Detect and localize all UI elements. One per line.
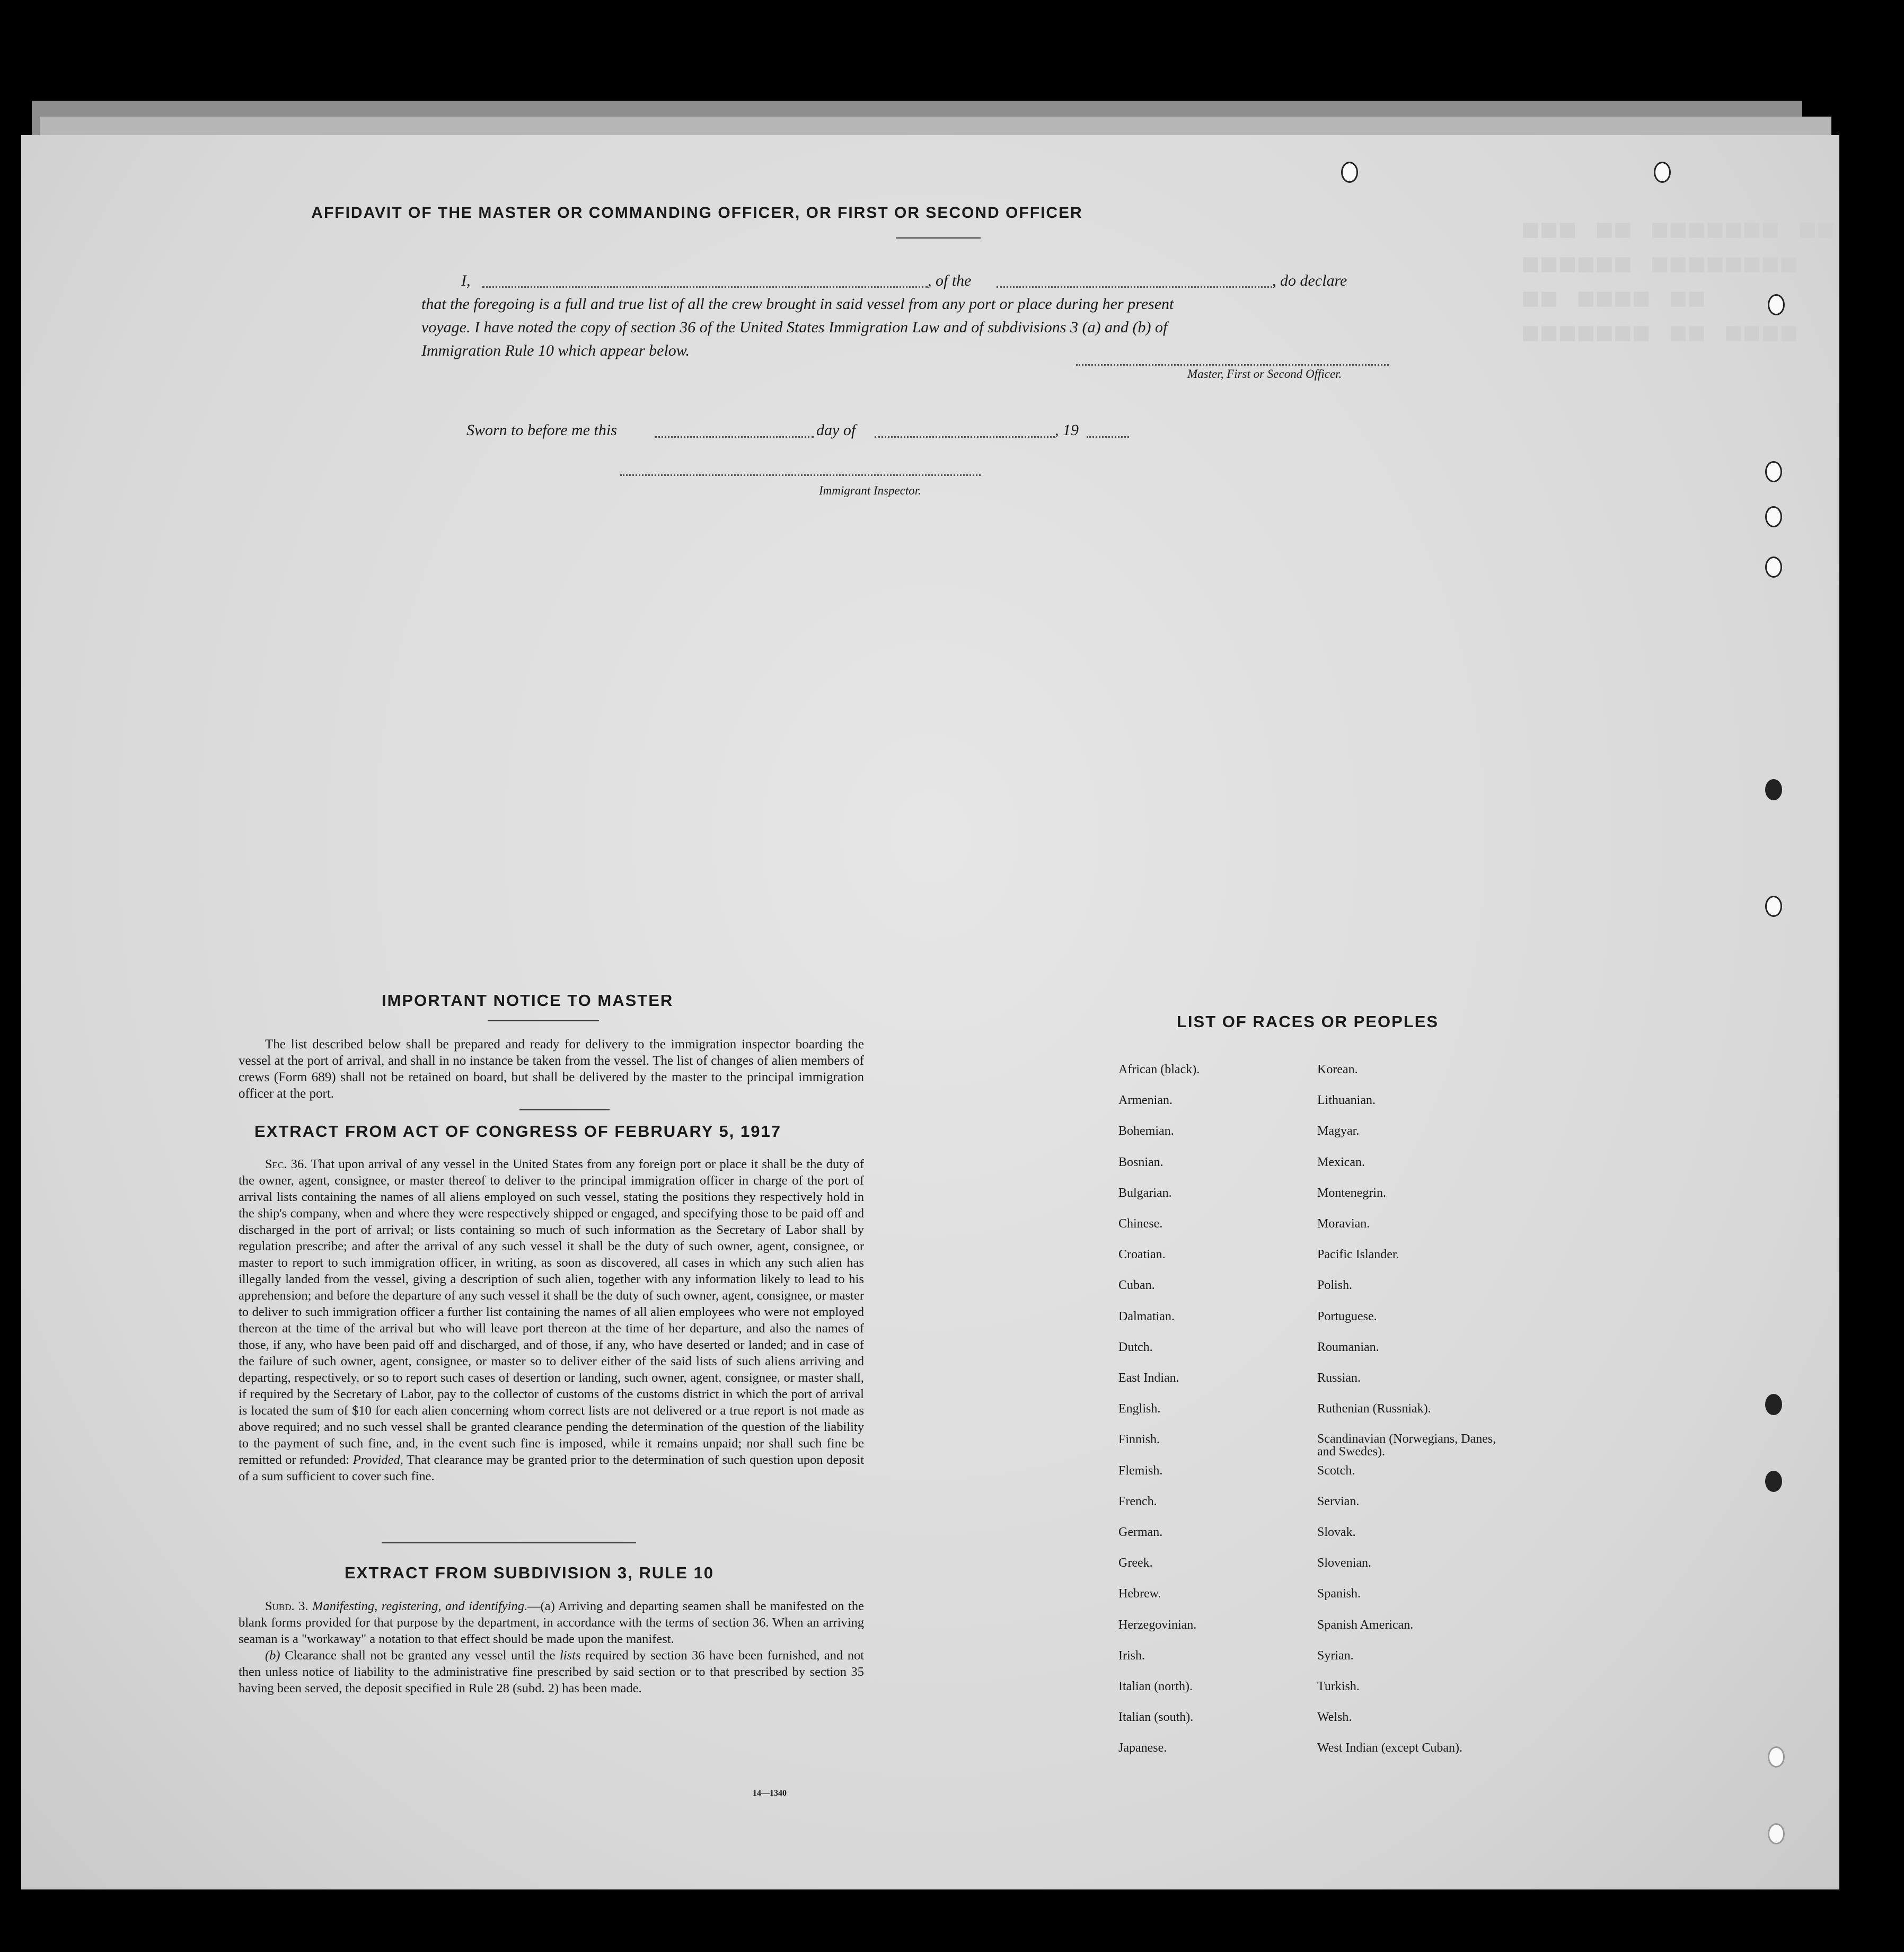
- race-item: Roumanian.: [1317, 1340, 1379, 1354]
- punch-hole: [1765, 896, 1782, 917]
- race-item: Magyar.: [1317, 1124, 1360, 1138]
- race-item: Polish.: [1317, 1278, 1353, 1293]
- divider: [382, 1542, 636, 1543]
- punch-hole: [1765, 1471, 1782, 1492]
- form-number: 14—1340: [753, 1789, 787, 1798]
- race-item: Moravian.: [1317, 1217, 1370, 1231]
- sworn-month-blank[interactable]: [875, 436, 1055, 438]
- race-item: French.: [1118, 1494, 1157, 1508]
- punch-hole: [1768, 294, 1785, 315]
- race-item: Korean.: [1317, 1063, 1358, 1076]
- race-item: Cuban.: [1118, 1278, 1155, 1293]
- race-item: Bohemian.: [1118, 1124, 1174, 1138]
- race-item: African (black).: [1118, 1063, 1200, 1076]
- affidavit-body-line3: Immigration Rule 10 which appear below.: [421, 342, 690, 359]
- subd-b-lists: lists: [560, 1648, 581, 1663]
- extract-rule-title: EXTRACT FROM SUBDIVISION 3, RULE 10: [345, 1564, 714, 1582]
- race-item: Pacific Islander.: [1317, 1248, 1399, 1262]
- race-item: Spanish American.: [1317, 1618, 1414, 1632]
- race-item: Russian.: [1317, 1371, 1361, 1385]
- punch-hole: [1768, 1746, 1785, 1768]
- race-item: East Indian.: [1118, 1371, 1179, 1385]
- sec-36-text: That upon arrival of any vessel in the United States from any foreign port or place it shall be the duty of the owner, agent, consignee, or master thereof to deliver to the principal immigration officer in charge of the port of arrival lists containing the names of all aliens employed on such vessel, stating the positions they respectively hold in the ship's company, when and where they were respectively shipped or engaged, and specifying those to be paid off and discharged in the port of arrival; or lists containing so much of such information as the Secretary of Labor shall by regulation prescribe; and after the arrival of any such vessel it shall be the duty of such owner, agent, consignee, or master to report to such immigration officer, in writing, as soon as discovered, all cases in which any such alien has illegally landed from the vessel, giving a description of such alien, together with any information likely to lead to his apprehension; and before the departure of any such vessel it shall be the duty of such owner, agent, consignee, or master to deliver to such immigration officer a further list containing the names of all alien employees who were not employed thereon at the time of the arrival but who will leave port thereon at the time of her departure, and also the names of those, if any, who have been paid off and discharged, and of those, if any, who have deserted or landed; and in case of the failure of such owner, agent, consignee, or master so to deliver either of the said lists of such aliens arriving and departing, respectively, or so to report such cases of desertion or landing, such owner, agent, consignee, or master shall, if required by the Secretary of Labor, pay to the collector of customs of the customs district in which the port of arrival is located the sum of $10 for each alien concerning whom correct lists are not delivered or a true report is not made as above required; and no such vessel shall be granted clearance pending the determination of the question of the liability to the payment of such fine, and, in the event such fine is imposed, while it remains unpaid; nor shall such fine be remitted or refunded:: [239, 1157, 865, 1467]
- race-item: Greek.: [1118, 1556, 1153, 1570]
- race-item: Dalmatian.: [1118, 1309, 1175, 1323]
- race-item: Flemish.: [1118, 1463, 1163, 1478]
- race-item: Slovenian.: [1317, 1556, 1371, 1570]
- extract-rule-body: [239, 1598, 864, 1697]
- affidavit-body-line1: that the foregoing is a full and true list of all the crew brought in said vessel from any port or place during her present: [421, 295, 1174, 313]
- race-item: Welsh.: [1317, 1710, 1352, 1725]
- punch-hole: [1765, 461, 1782, 482]
- punch-hole: [1765, 1394, 1782, 1415]
- race-item: Scandinavian (Norwegians, Danes, and Swedes).: [1317, 1432, 1496, 1459]
- punch-hole: [1765, 506, 1782, 527]
- subd-label: Subd. 3.: [265, 1599, 308, 1613]
- race-item: Italian (north).: [1118, 1680, 1193, 1693]
- signature-label: Master, First or Second Officer.: [1187, 367, 1342, 381]
- sworn-year-blank[interactable]: [1087, 436, 1129, 438]
- affidavit-title: AFFIDAVIT OF THE MASTER OR COMMANDING OFFICER, OR FIRST OR SECOND OFFICER: [311, 204, 1083, 222]
- provided-word: Provided,: [352, 1453, 403, 1467]
- title-underline: [896, 237, 981, 239]
- subd-heading: Manifesting, registering, and identifying.: [312, 1599, 528, 1613]
- race-item: Slovak.: [1317, 1525, 1356, 1539]
- notice-underline: [488, 1020, 599, 1021]
- punch-hole: [1768, 1823, 1785, 1844]
- race-item: Chinese.: [1118, 1217, 1163, 1231]
- name-blank[interactable]: [482, 286, 928, 288]
- affidavit-body-line2: voyage. I have noted the copy of section 36 of the United States Immigration Law and of subdivisions 3 (a) and (b) of: [421, 319, 1168, 336]
- race-item: Finnish.: [1118, 1433, 1160, 1447]
- sworn-year: , 19: [1055, 421, 1079, 439]
- vessel-blank[interactable]: [997, 286, 1272, 288]
- signature-blank[interactable]: [1076, 364, 1389, 366]
- affidavit-i: I,: [461, 272, 471, 289]
- race-item: Italian (south).: [1118, 1710, 1194, 1725]
- punch-hole: [1654, 162, 1671, 183]
- races-title: LIST OF RACES OR PEOPLES: [1177, 1012, 1439, 1031]
- notice-body: [239, 1036, 864, 1102]
- notice-text: The list described below shall be prepared and ready for delivery to the immigration inspector boarding the vessel at the port of arrival, and shall in no instance be taken from the vessel. The list of changes of alien members of crews (Form 689) shall not be retained on board, but shall be delivered by the master to the principal immigration officer at the port.: [239, 1037, 864, 1101]
- punch-hole: [1341, 162, 1358, 183]
- race-item: Montenegrin.: [1317, 1186, 1386, 1200]
- race-item: Turkish.: [1317, 1680, 1360, 1693]
- race-item: Japanese.: [1118, 1741, 1167, 1755]
- divider: [519, 1109, 610, 1110]
- race-item: Portuguese.: [1317, 1309, 1377, 1323]
- sworn-day-of: day of: [816, 421, 856, 439]
- subd-b-text-2: required by section 36 have been furnished, and not then unless notice of liability to the administrative fine prescribed by said section or to that prescribed by section 35 having been served, the deposit specified in Rule 28 (subd. 2) has been made.: [239, 1648, 865, 1695]
- race-item: Dutch.: [1118, 1340, 1153, 1354]
- inspector-signature-blank[interactable]: [620, 474, 981, 476]
- bleed-through-header: ■■■ ■■ ■■■■■■■ ■■ ■■■■■■ ■■■■■■■■ ■■ ■■■■ ■■ ■■■■■■■ ■■ ■■■■: [1521, 215, 1835, 352]
- race-item: Irish.: [1118, 1648, 1145, 1663]
- race-item: Lithuanian.: [1317, 1093, 1376, 1108]
- subd-a-text: —(a) Arriving and departing seamen shall be manifested on the blank forms provided for that purpose by the department, in accordance with the terms of section 36. When an arriving seaman is a "workaway" a notation to that effect should be made upon the manifest.: [239, 1599, 864, 1646]
- document-page: [21, 135, 1839, 1889]
- extract-act-title: EXTRACT FROM ACT OF CONGRESS OF FEBRUARY 5, 1917: [254, 1122, 781, 1141]
- race-item: Bosnian.: [1118, 1155, 1163, 1169]
- affidavit-declare: , do declare: [1272, 272, 1347, 289]
- race-item: English.: [1118, 1402, 1161, 1416]
- race-item: West Indian (except Cuban).: [1317, 1741, 1462, 1755]
- subd-b-label: (b): [265, 1648, 280, 1663]
- subd-b-text-1: Clearance shall not be granted any vessel until the: [285, 1648, 556, 1663]
- sec-label: Sec. 36.: [265, 1157, 307, 1171]
- race-item: Scotch.: [1317, 1463, 1355, 1478]
- sec-36-tail: That clearance may be granted prior to the determination of such question upon deposit of a sum sufficient to cover such fine.: [239, 1453, 865, 1483]
- notice-title: IMPORTANT NOTICE TO MASTER: [382, 991, 674, 1010]
- race-item: Bulgarian.: [1118, 1186, 1172, 1200]
- affidavit-of-the: , of the: [928, 272, 972, 289]
- race-item: Syrian.: [1317, 1648, 1354, 1663]
- extract-act-body: [239, 1156, 864, 1485]
- sworn-day-blank[interactable]: [655, 436, 814, 438]
- race-item: Mexican.: [1317, 1155, 1365, 1169]
- inspector-label: Immigrant Inspector.: [819, 484, 921, 497]
- race-item: Spanish.: [1317, 1587, 1361, 1601]
- race-item: Hebrew.: [1118, 1587, 1161, 1601]
- race-item: German.: [1118, 1525, 1163, 1539]
- race-item: Herzegovinian.: [1118, 1618, 1197, 1632]
- race-item: Servian.: [1317, 1494, 1360, 1508]
- punch-hole: [1765, 779, 1782, 800]
- punch-hole: [1765, 557, 1782, 578]
- race-item: Armenian.: [1118, 1093, 1173, 1108]
- race-item: Croatian.: [1118, 1248, 1166, 1262]
- sworn-prefix: Sworn to before me this: [466, 421, 617, 439]
- race-item: Ruthenian (Russniak).: [1317, 1402, 1431, 1416]
